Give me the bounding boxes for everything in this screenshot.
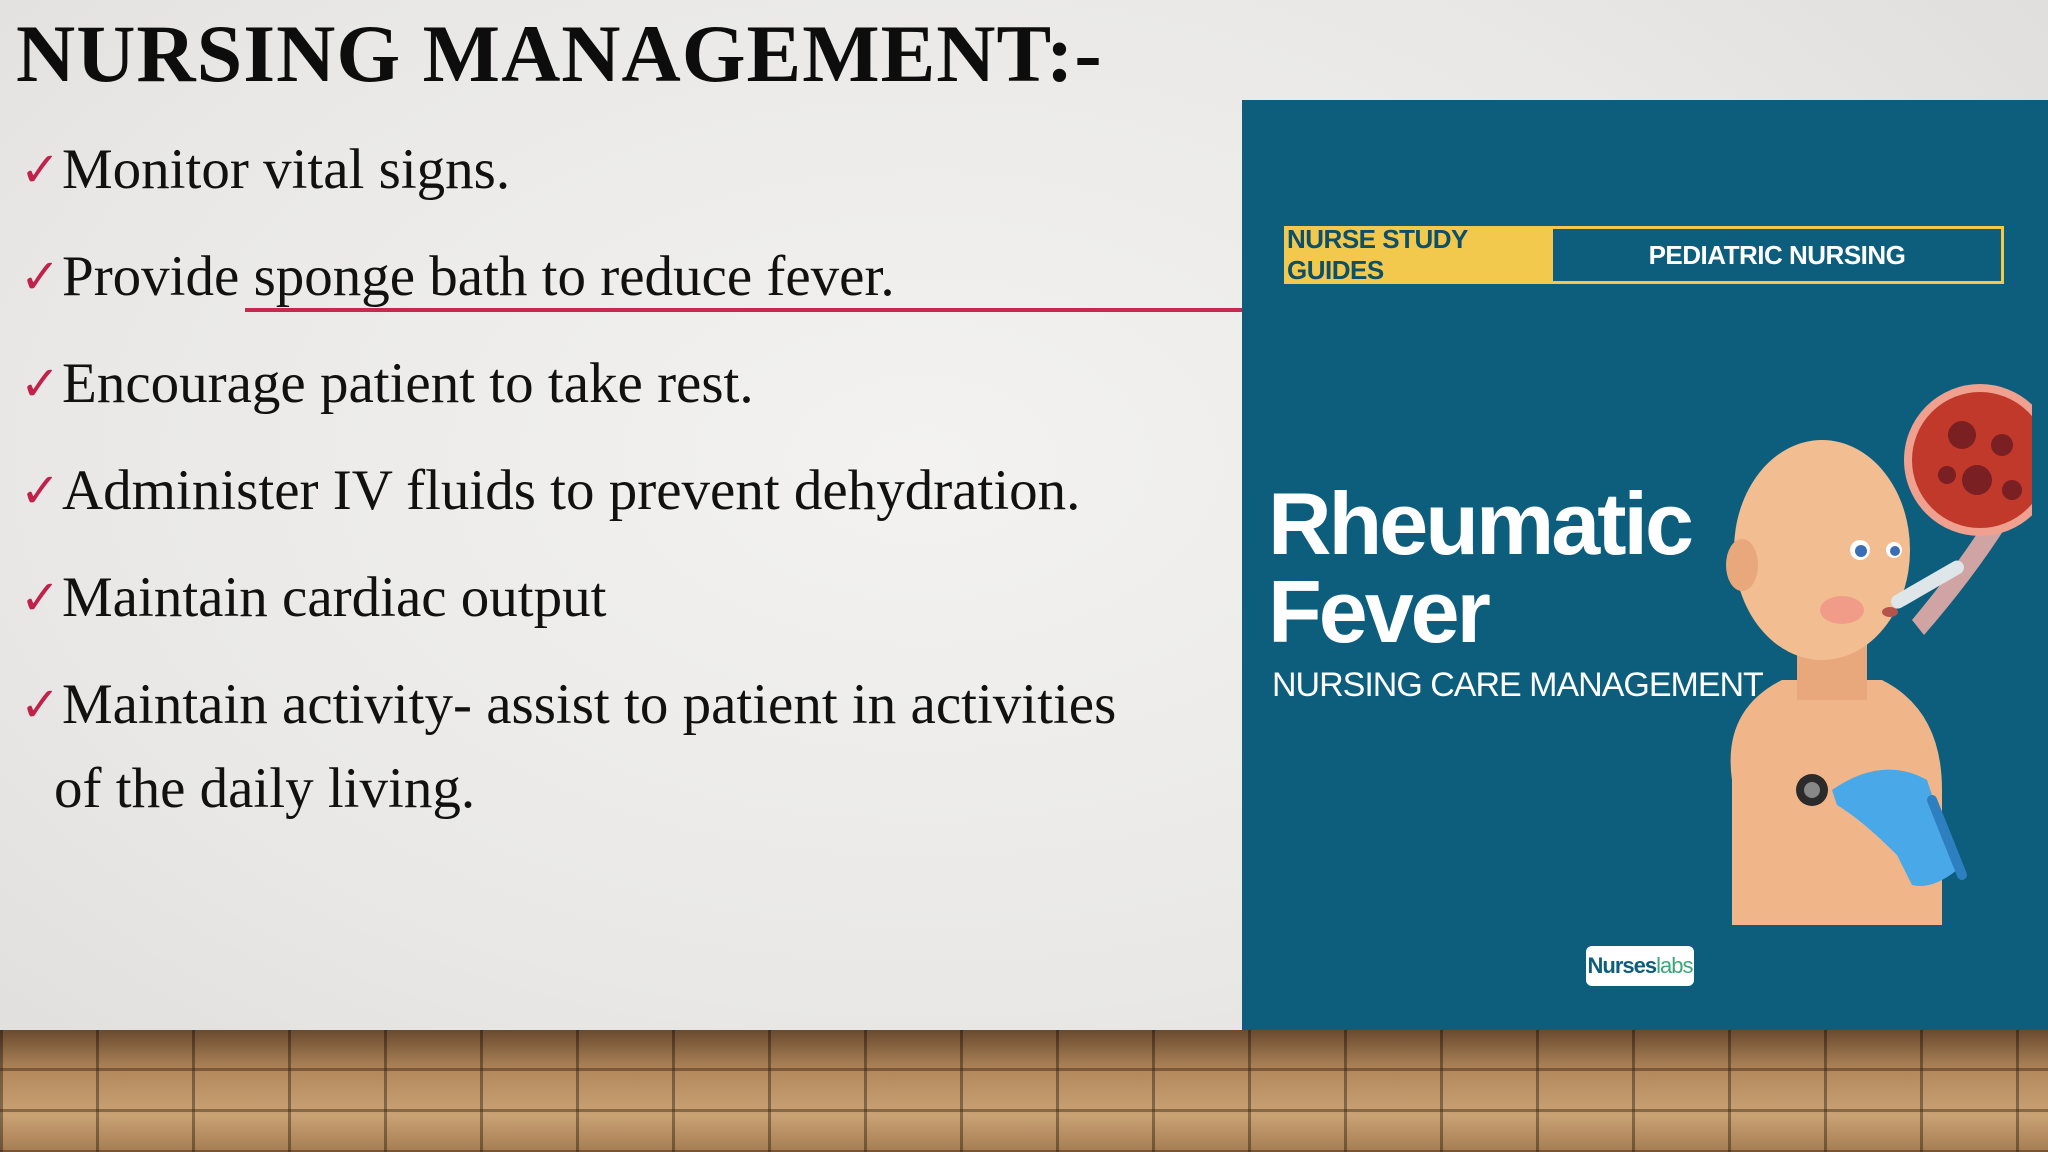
- nurseslabs-logo: [1586, 946, 1694, 986]
- rheumatic-fever-image: [1242, 100, 2048, 1030]
- image-title-line2: Fever: [1268, 562, 1488, 661]
- image-title: [1268, 474, 1691, 661]
- bullet-item: [20, 130, 1220, 210]
- image-subtitle: NURSING CARE MANAGEMENT: [1272, 666, 1763, 704]
- bullet-list: [20, 130, 1220, 856]
- checkmark-icon: ✓: [20, 677, 61, 733]
- slide-title: NURSING MANAGEMENT:-: [16, 8, 1103, 99]
- bullet-text: Provide sponge bath to reduce fever.: [62, 245, 895, 308]
- checkmark-icon: ✓: [20, 356, 61, 412]
- child-illustration-icon: [1662, 350, 2032, 950]
- bullet-item: [20, 237, 1220, 317]
- logo-accent: labs: [1656, 953, 1693, 978]
- bullet-item: [20, 344, 1220, 424]
- checkmark-icon: ✓: [20, 142, 61, 198]
- bullet-text: Monitor vital signs.: [62, 138, 511, 201]
- tag-pediatric-nursing: PEDIATRIC NURSING: [1648, 239, 1906, 270]
- checkmark-icon: ✓: [20, 570, 61, 626]
- bullet-item: [20, 558, 1220, 638]
- logo-main: Nurses: [1587, 953, 1657, 978]
- category-tag-bar: [1284, 226, 2004, 284]
- bullet-continuation: of the daily living.: [54, 757, 476, 820]
- bullet-text: Administer IV fluids to prevent dehydration.: [62, 459, 1081, 522]
- bullet-item: [20, 665, 1220, 829]
- wood-floor-decoration: [0, 1030, 2048, 1152]
- checkmark-icon: ✓: [20, 249, 61, 305]
- annotation-underline: [245, 308, 1243, 312]
- bullet-text: Maintain cardiac output: [62, 566, 607, 629]
- image-title-line1: Rheumatic: [1268, 474, 1691, 573]
- tag-nurse-study-guides: NURSE STUDY GUIDES: [1287, 229, 1553, 281]
- bullet-item: [20, 451, 1220, 531]
- bullet-text: Encourage patient to take rest.: [62, 352, 754, 415]
- checkmark-icon: ✓: [20, 463, 61, 519]
- bullet-text: Maintain activity- assist to patient in activities: [62, 673, 1117, 736]
